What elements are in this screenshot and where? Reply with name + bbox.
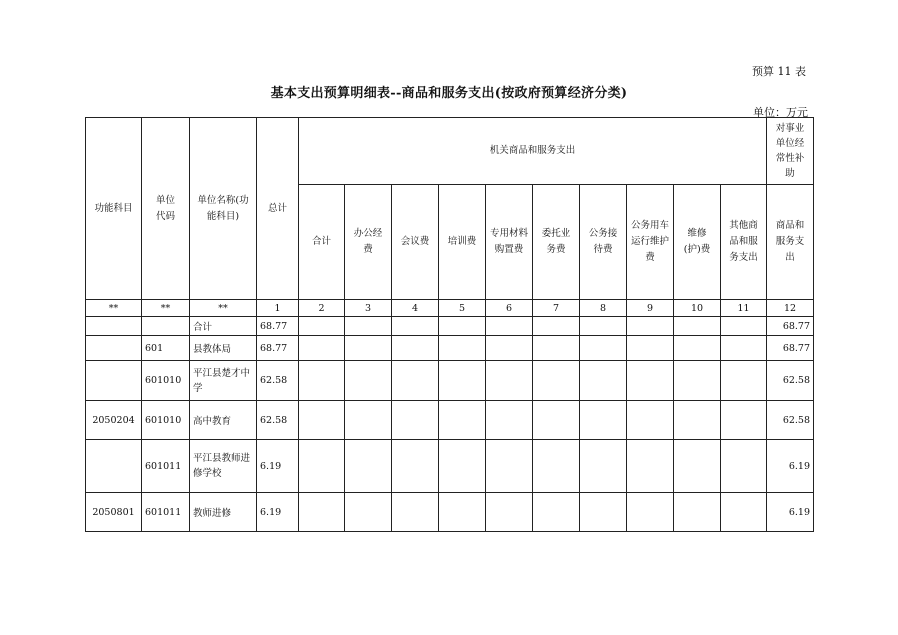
- cell-empty: [439, 336, 486, 361]
- cell-empty: [674, 493, 721, 532]
- cell-empty: [627, 317, 674, 336]
- cell-subsidy: 68.77: [767, 336, 814, 361]
- cell-empty: [299, 317, 345, 336]
- col-number: 8: [580, 300, 627, 317]
- cell-name: 教师进修: [190, 493, 257, 532]
- cell-empty: [721, 336, 767, 361]
- table-row: [86, 361, 814, 401]
- cell-empty: [345, 361, 392, 401]
- col-number: 6: [486, 300, 533, 317]
- cell-empty: [299, 336, 345, 361]
- col-number: 10: [674, 300, 721, 317]
- cell-empty: [627, 440, 674, 493]
- cell-name: 平江县楚才中学: [190, 361, 257, 401]
- cell-empty: [674, 361, 721, 401]
- cell-empty: [345, 317, 392, 336]
- col-number: 5: [439, 300, 486, 317]
- col-number: 2: [299, 300, 345, 317]
- table-row: [86, 493, 814, 532]
- header-vehicle-maintenance: 公务用车运行维护费: [627, 185, 674, 300]
- cell-total: 68.77: [257, 317, 299, 336]
- cell-empty: [674, 401, 721, 440]
- cell-name: 合计: [190, 317, 257, 336]
- cell-func: [86, 440, 142, 493]
- cell-empty: [392, 361, 439, 401]
- cell-empty: [580, 317, 627, 336]
- cell-name: 高中教育: [190, 401, 257, 440]
- cell-empty: [533, 440, 580, 493]
- header-unit-name: 单位名称(功能科目): [190, 118, 257, 300]
- cell-subsidy: 68.77: [767, 317, 814, 336]
- page-title: 基本支出预算明细表--商品和服务支出(按政府预算经济分类): [270, 86, 628, 101]
- cell-func: [86, 361, 142, 401]
- cell-empty: [580, 493, 627, 532]
- cell-func: [86, 336, 142, 361]
- cell-empty: [486, 493, 533, 532]
- cell-subsidy: 62.58: [767, 361, 814, 401]
- cell-name: 平江县教师进修学校: [190, 440, 257, 493]
- cell-empty: [580, 336, 627, 361]
- cell-code: 601011: [142, 493, 190, 532]
- cell-empty: [627, 401, 674, 440]
- cell-empty: [721, 361, 767, 401]
- cell-func: 2050204: [86, 401, 142, 440]
- col-number: 11: [721, 300, 767, 317]
- col-number: 4: [392, 300, 439, 317]
- cell-empty: [392, 440, 439, 493]
- cell-empty: [439, 493, 486, 532]
- cell-total: 6.19: [257, 493, 299, 532]
- table-number: 预算 11 表: [752, 65, 806, 78]
- cell-empty: [486, 440, 533, 493]
- table-row: [86, 317, 814, 336]
- header-other-expense: 其他商品和服务支出: [721, 185, 767, 300]
- cell-empty: [580, 401, 627, 440]
- cell-empty: [439, 401, 486, 440]
- col-number: 7: [533, 300, 580, 317]
- col-number: 9: [627, 300, 674, 317]
- cell-empty: [627, 361, 674, 401]
- cell-empty: [486, 401, 533, 440]
- cell-empty: [721, 401, 767, 440]
- col-number: 3: [345, 300, 392, 317]
- header-commissioned-business: 委托业务费: [533, 185, 580, 300]
- cell-subsidy: 62.58: [767, 401, 814, 440]
- cell-code: 601: [142, 336, 190, 361]
- cell-empty: [674, 336, 721, 361]
- cell-empty: [580, 440, 627, 493]
- cell-empty: [392, 336, 439, 361]
- unit-label: 单位：万元: [753, 106, 808, 119]
- table-row: [86, 336, 814, 361]
- col-number: **: [142, 300, 190, 317]
- table-row: [86, 401, 814, 440]
- cell-empty: [627, 336, 674, 361]
- cell-name: 县教体局: [190, 336, 257, 361]
- header-total: 总计: [257, 118, 299, 300]
- table-row: [86, 440, 814, 493]
- cell-empty: [299, 440, 345, 493]
- cell-empty: [392, 493, 439, 532]
- cell-empty: [486, 317, 533, 336]
- cell-empty: [486, 336, 533, 361]
- header-training-expense: 培训费: [439, 185, 486, 300]
- cell-empty: [392, 401, 439, 440]
- header-reception-expense: 公务接待费: [580, 185, 627, 300]
- cell-empty: [345, 401, 392, 440]
- col-number: **: [86, 300, 142, 317]
- cell-total: 62.58: [257, 401, 299, 440]
- col-number: **: [190, 300, 257, 317]
- cell-empty: [627, 493, 674, 532]
- cell-code: 601010: [142, 361, 190, 401]
- cell-empty: [439, 361, 486, 401]
- cell-empty: [533, 493, 580, 532]
- header-unit-code: 单位代码: [142, 118, 190, 300]
- header-special-materials: 专用材料购置费: [486, 185, 533, 300]
- cell-empty: [392, 317, 439, 336]
- header-office-expense: 办公经费: [345, 185, 392, 300]
- cell-empty: [533, 401, 580, 440]
- header-repair-expense: 维修(护)费: [674, 185, 721, 300]
- cell-empty: [721, 317, 767, 336]
- cell-empty: [533, 361, 580, 401]
- header-sub-total: 合计: [299, 185, 345, 300]
- header-subsidy-goods-services: 商品和服务支出: [767, 185, 814, 300]
- header-meeting-expense: 会议费: [392, 185, 439, 300]
- budget-table: [85, 117, 814, 532]
- header-subsidy-group: 对事业单位经常性补助: [767, 118, 814, 185]
- cell-func: [86, 317, 142, 336]
- cell-code: 601011: [142, 440, 190, 493]
- cell-empty: [299, 493, 345, 532]
- cell-empty: [345, 440, 392, 493]
- cell-empty: [345, 493, 392, 532]
- header-func-subject: 功能科目: [86, 118, 142, 300]
- cell-empty: [439, 317, 486, 336]
- cell-empty: [580, 361, 627, 401]
- cell-empty: [533, 336, 580, 361]
- cell-empty: [299, 401, 345, 440]
- col-number: 12: [767, 300, 814, 317]
- cell-empty: [345, 336, 392, 361]
- cell-code: 601010: [142, 401, 190, 440]
- cell-total: 6.19: [257, 440, 299, 493]
- cell-empty: [721, 440, 767, 493]
- cell-total: 68.77: [257, 336, 299, 361]
- cell-empty: [721, 493, 767, 532]
- cell-subsidy: 6.19: [767, 440, 814, 493]
- cell-total: 62.58: [257, 361, 299, 401]
- cell-empty: [674, 440, 721, 493]
- cell-func: 2050801: [86, 493, 142, 532]
- cell-empty: [439, 440, 486, 493]
- col-number: 1: [257, 300, 299, 317]
- cell-empty: [674, 317, 721, 336]
- cell-empty: [299, 361, 345, 401]
- header-agency-group: 机关商品和服务支出: [299, 118, 767, 185]
- cell-empty: [486, 361, 533, 401]
- cell-empty: [533, 317, 580, 336]
- cell-code: [142, 317, 190, 336]
- cell-subsidy: 6.19: [767, 493, 814, 532]
